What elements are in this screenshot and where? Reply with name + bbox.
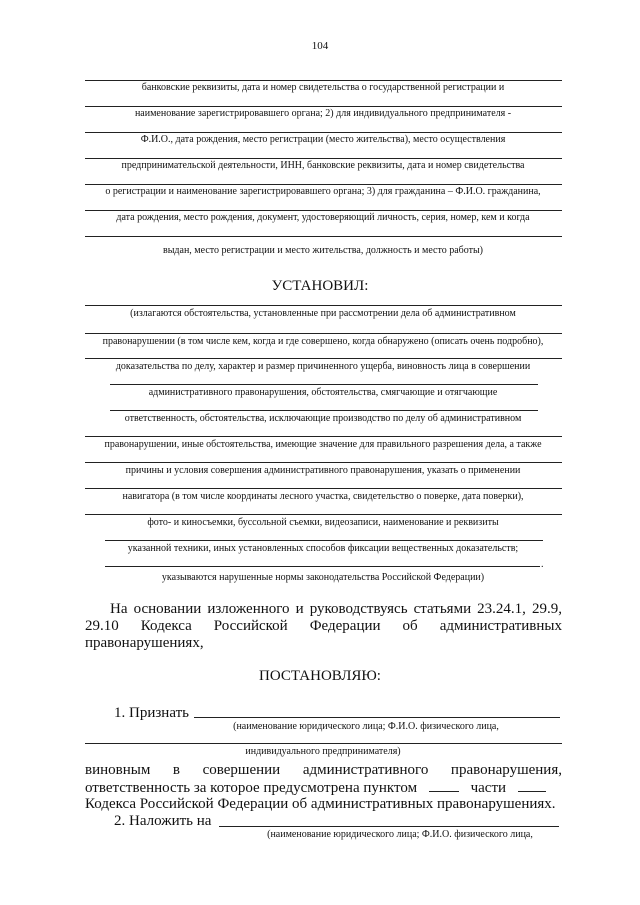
field-caption: (наименование юридического лица; Ф.И.О. физического лица, bbox=[233, 721, 499, 732]
item-1-name-field[interactable] bbox=[85, 743, 562, 744]
guilty-text bbox=[85, 779, 562, 796]
form-line[interactable] bbox=[85, 514, 562, 515]
field-caption: правонарушении, иные обстоятельства, имеющие значение для правильного разрешения дела, а также bbox=[104, 439, 542, 450]
field-caption: банковские реквизиты, дата и номер свидетельства о государственной регистрации и bbox=[141, 82, 505, 93]
form-line[interactable] bbox=[105, 540, 543, 541]
form-line[interactable] bbox=[110, 410, 538, 411]
item-2-name-field[interactable] bbox=[219, 826, 559, 827]
form-line[interactable] bbox=[85, 184, 562, 185]
resolve-heading: ПОСТАНОВЛЯЮ: bbox=[259, 668, 381, 684]
field-caption: наименование зарегистрировавшего органа; 2) для индивидуального предпринимателя - bbox=[134, 108, 512, 119]
field-caption: фото- и киносъемки, буссольной съемки, видеозаписи, наименование и реквизиты bbox=[147, 517, 499, 528]
item-1-label: 1. Признать bbox=[114, 705, 189, 721]
field-caption: о регистрации и наименование зарегистрировавшего органа; 3) для гражданина – Ф.И.О. гражданина, bbox=[105, 186, 541, 197]
form-line[interactable] bbox=[85, 305, 562, 306]
guilty-text-part: части bbox=[470, 780, 507, 796]
field-caption: предпринимательской деятельности, ИНН, банковские реквизиты, дата и номер свидетельства bbox=[121, 160, 525, 171]
form-line[interactable] bbox=[85, 158, 562, 159]
field-caption: доказательства по делу, характер и размер причиненного ущерба, виновность лица в совершении bbox=[115, 361, 531, 372]
page-number: 104 bbox=[311, 40, 329, 52]
form-line[interactable] bbox=[85, 358, 562, 359]
item-1-name-field[interactable] bbox=[194, 717, 560, 718]
field-caption: (излагаются обстоятельства, установленные при рассмотрении дела об административном bbox=[130, 308, 516, 319]
field-caption: навигатора (в том числе координаты лесного участка, свидетельство о поверке, дата поверки), bbox=[122, 491, 524, 502]
form-line[interactable] bbox=[85, 80, 562, 81]
form-line[interactable] bbox=[85, 436, 562, 437]
field-caption: ответственность, обстоятельства, исключающие производство по делу об административном bbox=[124, 413, 522, 424]
point-number-field[interactable] bbox=[429, 779, 459, 792]
field-caption: причины и условия совершения административного правонарушения, указать о применении bbox=[125, 465, 521, 476]
field-caption: правонарушении (в том числе кем, когда и где совершено, когда обнаружено (описать очень подробно), bbox=[102, 336, 544, 347]
guilty-text: виновным в совершении административного правонарушения, bbox=[85, 762, 562, 778]
form-line[interactable] bbox=[85, 488, 562, 489]
guilty-text-part: ответственность за которое предусмотрена пунктом bbox=[85, 780, 418, 796]
field-caption: выдан, место регистрации и место жительства, должность и место работы) bbox=[162, 245, 484, 256]
form-line[interactable] bbox=[85, 132, 562, 133]
field-caption: административного правонарушения, обстоятельства, смягчающие и отягчающие bbox=[148, 387, 498, 398]
field-caption: дата рождения, место рождения, документ, удостоверяющий личность, серия, номер, кем и когда bbox=[116, 212, 530, 223]
form-line[interactable] bbox=[85, 333, 562, 334]
form-line[interactable] bbox=[85, 462, 562, 463]
field-caption: (наименование юридического лица; Ф.И.О. физического лица, bbox=[267, 829, 533, 840]
item-2-label: 2. Наложить на bbox=[114, 813, 212, 829]
form-line[interactable] bbox=[85, 106, 562, 107]
form-line[interactable] bbox=[110, 384, 538, 385]
form-line[interactable] bbox=[85, 210, 562, 211]
basis-text: правонарушениях, bbox=[85, 635, 204, 651]
part-number-field[interactable] bbox=[518, 779, 546, 792]
basis-text: На основании изложенного и руководствуясь статьями 23.24.1, 29.9, bbox=[110, 601, 562, 617]
guilty-text: Кодекса Российской Федерации об административных правонарушениях. bbox=[85, 796, 556, 812]
basis-text: 29.10 Кодекса Российской Федерации об административных bbox=[85, 618, 562, 634]
form-line[interactable] bbox=[105, 566, 540, 567]
field-caption: индивидуального предпринимателя) bbox=[245, 746, 401, 757]
established-heading: УСТАНОВИЛ: bbox=[271, 278, 369, 294]
line-end-dot: . bbox=[541, 559, 544, 570]
field-caption: указанной техники, иных установленных способов фиксации вещественных доказательств; bbox=[127, 543, 519, 554]
field-caption: Ф.И.О., дата рождения, место регистрации (место жительства), место осуществления bbox=[140, 134, 506, 145]
field-caption: указываются нарушенные нормы законодательства Российской Федерации) bbox=[161, 572, 485, 583]
form-line[interactable] bbox=[85, 236, 562, 237]
